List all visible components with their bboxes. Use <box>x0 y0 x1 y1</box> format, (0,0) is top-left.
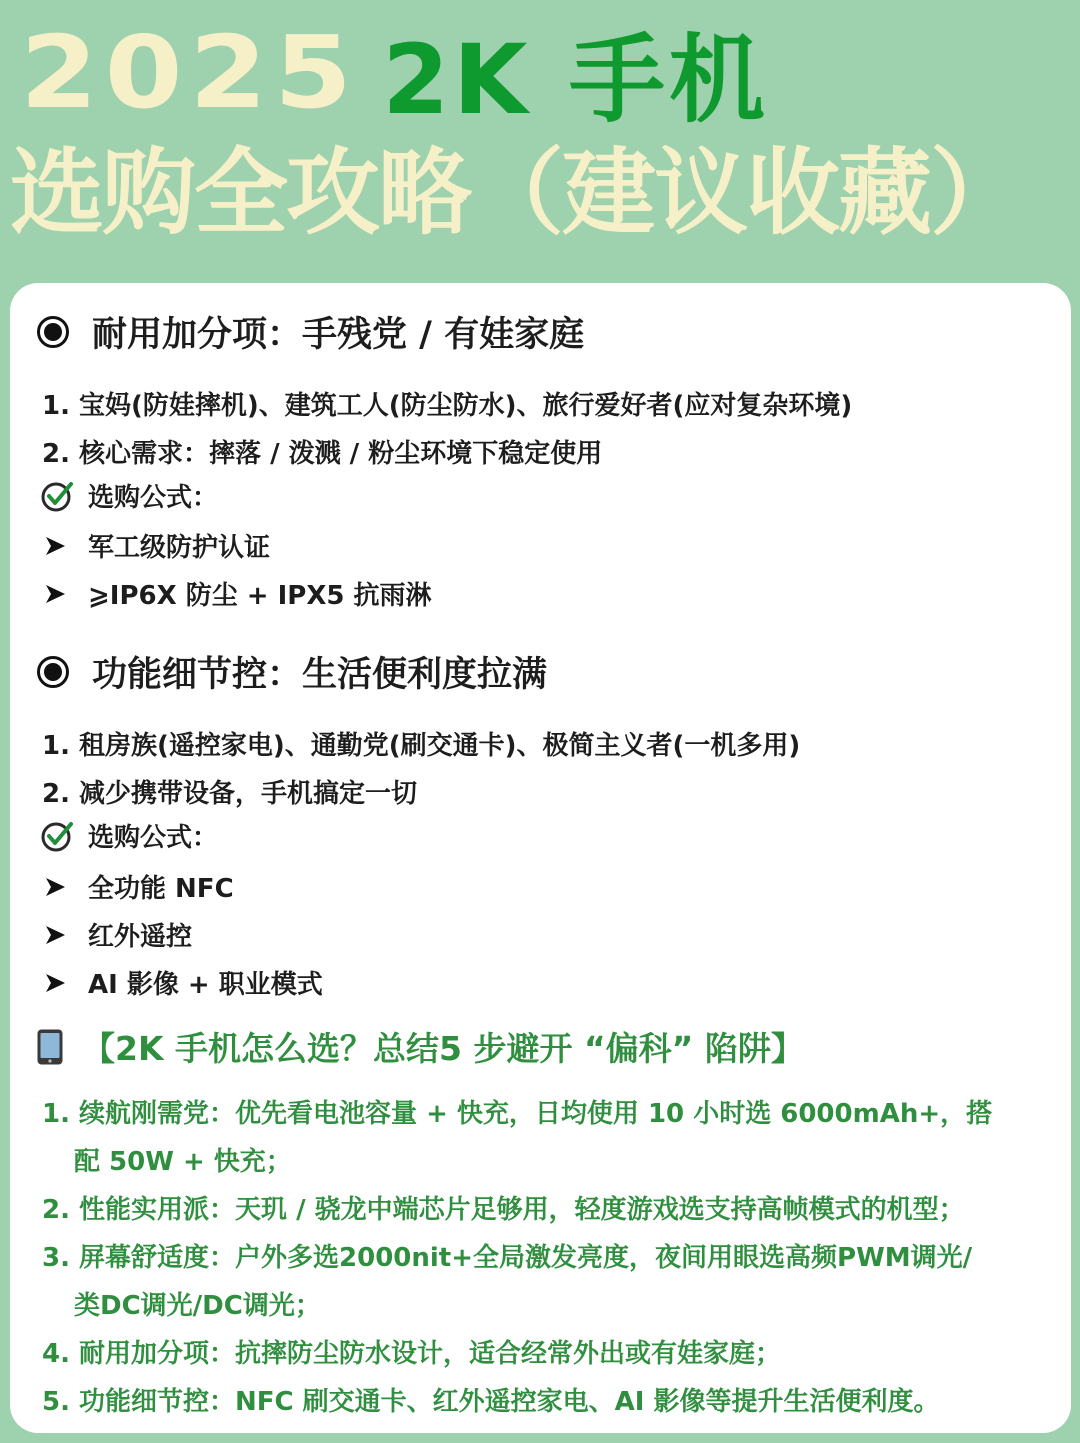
formula-item: 军工级防护认证 <box>42 527 270 564</box>
checkmark-icon <box>40 478 76 514</box>
formula-item: AI 影像 + 职业模式 <box>42 964 323 1001</box>
content-card <box>10 283 1071 1433</box>
formula-item: 红外遥控 <box>42 916 192 953</box>
checkmark-icon <box>40 818 76 854</box>
summary-title: 【2K 手机怎么选？总结5 步避开 “偏科” 陷阱】 <box>36 1023 804 1070</box>
summary-line: 配 50W + 快充； <box>74 1147 292 1177</box>
title-year: 2025 <box>20 13 359 131</box>
radio-dot-icon <box>36 315 70 349</box>
formula-label: 选购公式： <box>42 477 218 514</box>
summary-line: 2. 性能实用派：天玑 / 骁龙中端芯片足够用，轻度游戏选支持高帧模式的机型； <box>42 1195 965 1225</box>
arrow-icon <box>44 876 72 898</box>
summary-line: 类DC调光/DC调光； <box>74 1291 321 1321</box>
summary-line: 4. 耐用加分项：抗摔防尘防水设计，适合经常外出或有娃家庭； <box>42 1339 782 1369</box>
formula-item: 全功能 NFC <box>42 868 234 905</box>
arrow-icon <box>44 972 72 994</box>
arrow-icon <box>44 535 72 557</box>
title-main: 2K 手机 <box>382 23 769 136</box>
list-item: 2. 核心需求：摔落 / 泼溅 / 粉尘环境下稳定使用 <box>42 439 603 469</box>
title-line-1 <box>20 13 769 136</box>
mobile-phone-icon <box>36 1028 64 1066</box>
list-item: 1. 宝妈(防娃摔机)、建筑工人(防尘防水)、旅行爱好者(应对复杂环境) <box>42 391 853 421</box>
section-heading-durability: 耐用加分项：手残党 / 有娃家庭 <box>36 307 584 357</box>
formula-item: ⩾IP6X 防尘 + IPX5 抗雨淋 <box>42 575 432 612</box>
summary-line: 3. 屏幕舒适度：户外多选2000nit+全局激发亮度，夜间用眼选高频PWM调光/ <box>42 1243 973 1273</box>
list-item: 1. 租房族(遥控家电)、通勤党(刷交通卡)、极简主义者(一机多用) <box>42 731 801 761</box>
list-item: 2. 减少携带设备，手机搞定一切 <box>42 779 418 809</box>
radio-dot-icon <box>36 655 70 689</box>
formula-label: 选购公式： <box>42 817 218 854</box>
title-subtitle: 选购全攻略（建议收藏） <box>10 139 1023 248</box>
section-heading-features: 功能细节控：生活便利度拉满 <box>36 647 547 697</box>
summary-line: 1. 续航刚需党：优先看电池容量 + 快充，日均使用 10 小时选 6000mAh+，搭 <box>42 1099 993 1129</box>
arrow-icon <box>44 583 72 605</box>
arrow-icon <box>44 924 72 946</box>
summary-line: 5. 功能细节控：NFC 刷交通卡、红外遥控家电、AI 影像等提升生活便利度。 <box>42 1387 940 1417</box>
